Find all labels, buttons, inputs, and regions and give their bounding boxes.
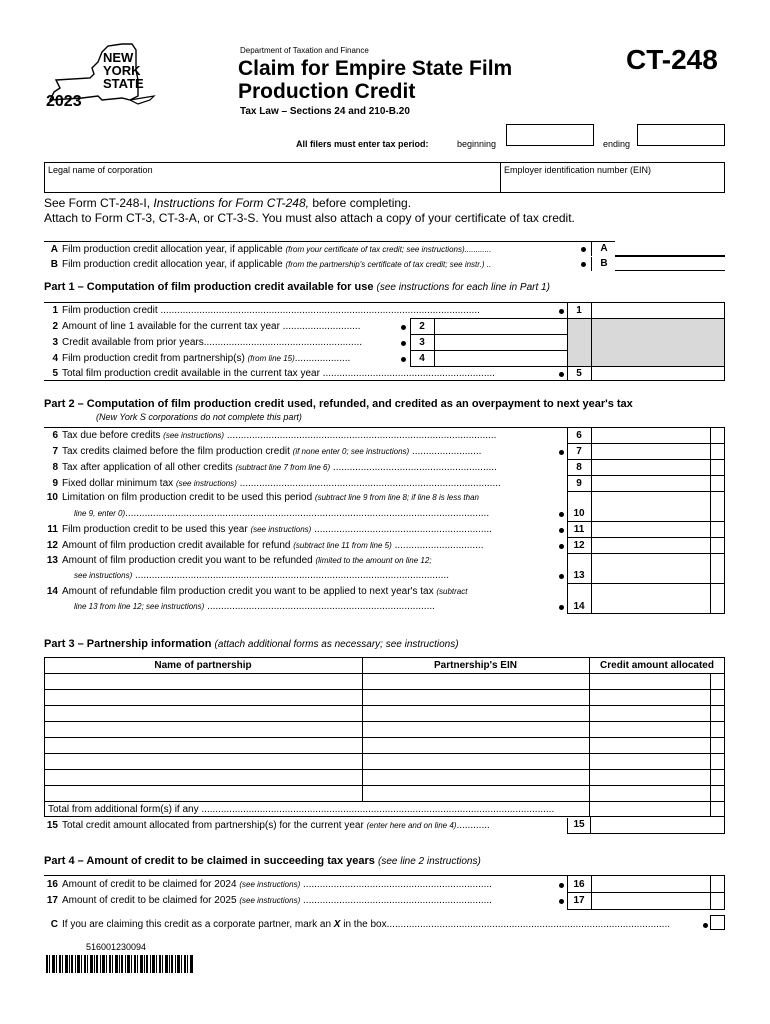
part2-line12-box-label: 12 [573, 540, 585, 551]
part2-line14-box-label: 14 [573, 601, 585, 612]
form-year: 2023 [46, 93, 82, 110]
part2-line11: 11 Film production credit to be used this year (see instructions) ................................................................ [47, 524, 492, 535]
part2-line9-box-label: 9 [576, 478, 582, 489]
partnership-row-2-credit[interactable] [590, 690, 709, 705]
part4-title: Part 4 – Amount of credit to be claimed in succeeding tax years (see line 2 instructions) [44, 855, 481, 867]
barcode [46, 955, 194, 973]
part2-line10-cont: line 9, enter 0)................................................................................................................................... [74, 508, 490, 519]
state-name-line1: NEW [103, 50, 134, 65]
line-a-box-label: A [591, 242, 617, 256]
part2-line9: 9 Fixed dollar minimum tax (see instructions) .............................................................................................. [52, 478, 501, 489]
part2-line9-input[interactable] [592, 476, 710, 491]
part2-line10: 10 Limitation on film production credit to be used this period (subtract line 9 from line 8; if line 8 is less than [46, 492, 479, 503]
part2-line6-box-label: 6 [576, 430, 582, 441]
legal-name-label: Legal name of corporation [48, 165, 153, 175]
part1-line1: 1 Film production credit ................................................................................................................... [52, 305, 480, 316]
partnership-row-4-name[interactable] [45, 722, 361, 737]
partnership-row-6-name[interactable] [45, 754, 361, 769]
line-a: A Film production credit allocation year, if applicable (from your certificate of tax credit; see instructions)............ [50, 244, 492, 255]
tax-period-ending-input[interactable] [637, 124, 725, 146]
part2-line13-cont: see instructions) ................................................................................................................. [74, 570, 449, 581]
partnership-row-6-credit[interactable] [590, 754, 709, 769]
part4-line17-input[interactable] [592, 893, 710, 909]
part2-line12: 12 Amount of film production credit available for refund (subtract line 11 from line 5) ................................ [46, 540, 484, 551]
partnership-row-2-ein[interactable] [363, 690, 588, 705]
barcode-number: 516001230094 [86, 942, 147, 952]
part1-line5-input[interactable] [592, 367, 724, 380]
part2-line6-input[interactable] [592, 428, 710, 443]
part2-line6: 6 Tax due before credits (see instructions) ................................................................................................. [52, 430, 497, 441]
additional-forms-total-input[interactable] [590, 802, 709, 816]
part2-line8-box-label: 8 [576, 462, 582, 473]
part3-line15-box-label: 15 [567, 818, 591, 834]
part2-line10-box-label: 10 [573, 508, 585, 519]
additional-forms-total: Total from additional form(s) if any ............................................................................................................................... [48, 804, 555, 815]
partnership-row-3-ein[interactable] [363, 706, 588, 721]
instructions-line1: See Form CT-248-I, Instructions for Form CT-248, before completing. [44, 196, 412, 210]
part1-line1-box-label: 1 [576, 305, 582, 316]
partnership-row-3-credit[interactable] [590, 706, 709, 721]
partnership-row-8-name[interactable] [45, 786, 361, 801]
corporate-partner-checkbox[interactable] [710, 915, 725, 930]
beginning-label: beginning [457, 139, 497, 149]
state-name-line2: YORK [103, 63, 141, 78]
part2-line7: 7 Tax credits claimed before the film production credit (if none enter 0; see instructions) ......................... [52, 446, 482, 457]
part2-line13: 13 Amount of film production credit you want to be refunded (limited to the amount on line 12; [46, 555, 432, 566]
partnership-row-8-credit[interactable] [590, 786, 709, 801]
part2-line11-input[interactable] [592, 522, 710, 537]
partnership-row-7-credit[interactable] [590, 770, 709, 785]
part2-line13-box-label: 13 [573, 570, 585, 581]
part4-line16-input[interactable] [592, 876, 710, 892]
part4-line16: 16 Amount of credit to be claimed for 2024 (see instructions) .................................................................... [46, 879, 492, 890]
form-number: CT-248 [626, 44, 718, 75]
form-title-line2: Production Credit [238, 80, 416, 103]
part4-line17: 17 Amount of credit to be claimed for 2025 (see instructions) .................................................................... [46, 895, 492, 906]
partnership-row-5-credit[interactable] [590, 738, 709, 753]
partnership-row-7-name[interactable] [45, 770, 361, 785]
part1-line3-box-label: 3 [419, 337, 425, 348]
part2-line8-input[interactable] [592, 460, 710, 475]
part3-title: Part 3 – Partnership information (attach additional forms as necessary; see instructions) [44, 638, 459, 650]
part1-line5-box-label: 5 [576, 368, 582, 379]
part3-line15-input[interactable] [590, 817, 725, 834]
partnership-row-1-ein[interactable] [363, 674, 588, 689]
partnership-row-5-ein[interactable] [363, 738, 588, 753]
part4-line-c: C If you are claiming this credit as a corporate partner, mark an X in the box...................................................................................................... [50, 919, 671, 930]
partnership-row-4-credit[interactable] [590, 722, 709, 737]
part2-line13-input[interactable] [592, 554, 710, 583]
part1-line3: 3 Credit available from prior years......................................................... [52, 337, 363, 348]
col-partnership-name: Name of partnership [154, 660, 252, 671]
line-b-input[interactable] [615, 256, 725, 271]
col-partnership-ein: Partnership's EIN [434, 660, 517, 671]
partnership-row-5-name[interactable] [45, 738, 361, 753]
tax-law-reference: Tax Law – Sections 24 and 210-B.20 [240, 106, 410, 117]
instructions-line2: Attach to Form CT-3, CT-3-A, or CT-3-S. You must also attach a copy of your certificate of tax credit. [44, 211, 575, 225]
partnership-row-4-ein[interactable] [363, 722, 588, 737]
tax-period-beginning-input[interactable] [506, 124, 594, 146]
part1-line2: 2 Amount of line 1 available for the current tax year ............................ [52, 321, 361, 332]
part2-line14: 14 Amount of refundable film production credit you want to be applied to next year's tax (subtract [46, 586, 468, 597]
ein-label: Employer identification number (EIN) [504, 165, 652, 175]
form-title-line1: Claim for Empire State Film [238, 57, 513, 80]
part1-line2-box-label: 2 [419, 321, 425, 332]
legal-name-input[interactable] [46, 176, 498, 192]
part2-line12-input[interactable] [592, 538, 710, 553]
tax-period-label: All filers must enter tax period: [296, 139, 429, 149]
part2-subtitle: (New York S corporations do not complete this part) [96, 412, 302, 422]
ending-label: ending [603, 139, 631, 149]
part2-line14-cont: line 13 from line 12; see instructions) .................................................................................. [74, 601, 435, 612]
partnership-row-8-ein[interactable] [363, 786, 588, 801]
partnership-row-7-ein[interactable] [363, 770, 588, 785]
part4-line16-box-label: 16 [573, 879, 585, 890]
part1-title: Part 1 – Computation of film production credit available for use (see instructions for each line in Part 1) [44, 281, 550, 293]
part1-line4: 4 Film production credit from partnership(s) (from line 15).................... [52, 353, 351, 364]
line-b: B Film production credit allocation year, if applicable (from the partnership's certificate of tax credit; see instr.) .. [50, 259, 492, 270]
part1-line4-box-label: 4 [419, 353, 425, 364]
part1-line4-input[interactable] [435, 351, 566, 366]
part4-line17-box-label: 17 [573, 895, 585, 906]
partnership-row-6-ein[interactable] [363, 754, 588, 769]
line-b-box-label: B [591, 257, 617, 271]
part2-line8: 8 Tax after application of all other credits (subtract line 7 from line 6) ........................................................... [52, 462, 497, 473]
partnership-row-2-name[interactable] [45, 690, 361, 705]
line-a-input[interactable] [615, 241, 725, 256]
ein-input[interactable] [502, 176, 723, 192]
department-name: Department of Taxation and Finance [240, 46, 369, 55]
partnership-row-1-credit[interactable] [590, 674, 709, 689]
part1-line5: 5 Total film production credit available in the current tax year .............................................................. [52, 368, 495, 379]
part1-line3-input[interactable] [435, 335, 566, 350]
part2-line10-input[interactable] [592, 492, 710, 521]
partnership-row-3-name[interactable] [45, 706, 361, 721]
part1-line1-input[interactable] [592, 303, 724, 318]
part1-line2-input[interactable] [435, 319, 566, 334]
col-credit-allocated: Credit amount allocated [600, 660, 714, 671]
part3-line15: 15 Total credit amount allocated from partnership(s) for the current year (enter here and on line 4)............ [46, 820, 490, 831]
part2-line14-input[interactable] [592, 584, 710, 613]
part2-title: Part 2 – Computation of film production credit used, refunded, and credited as an overpayment to next year's tax [44, 398, 633, 410]
part2-line11-box-label: 11 [573, 524, 585, 535]
state-name-line3: STATE [103, 76, 144, 91]
part2-line7-input[interactable] [592, 444, 710, 459]
partnership-row-1-name[interactable] [45, 674, 361, 689]
part2-line7-box-label: 7 [576, 446, 582, 457]
